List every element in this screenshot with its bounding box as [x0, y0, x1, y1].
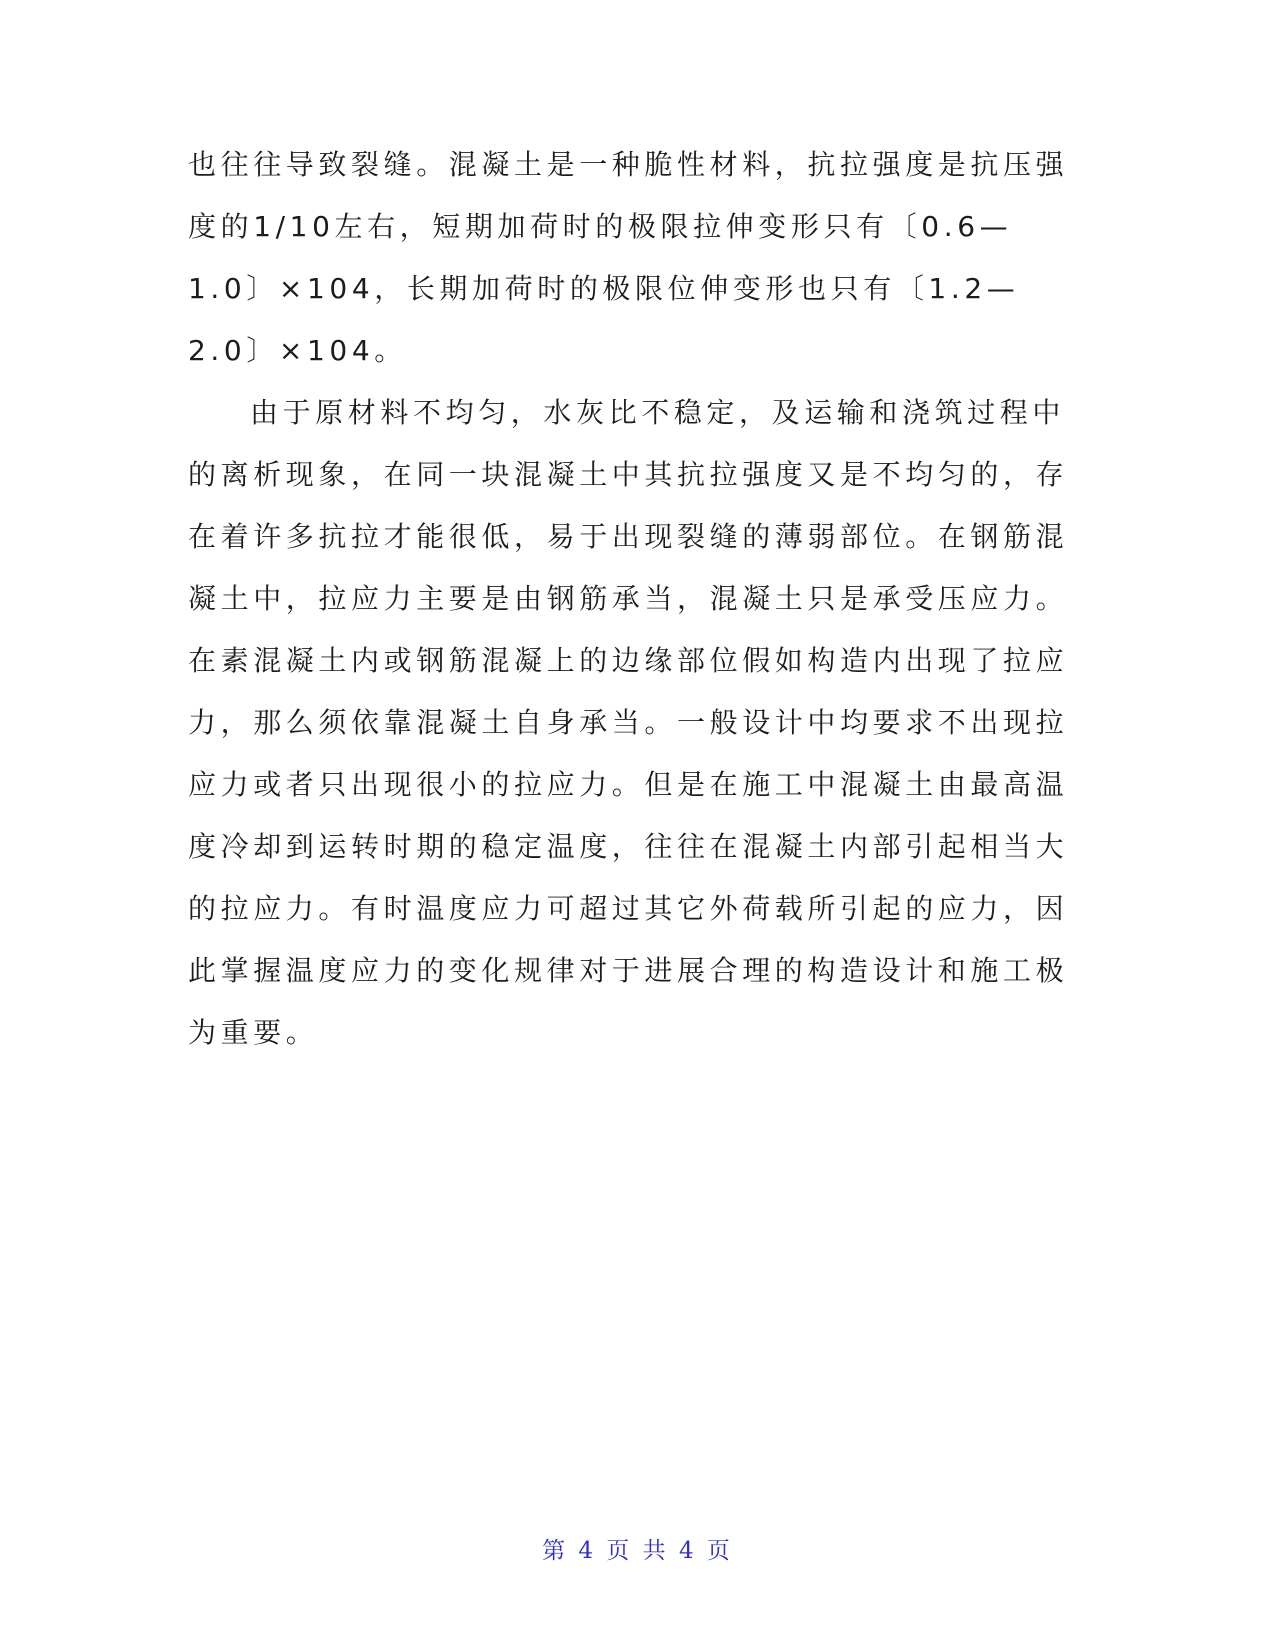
text-line: 在素混凝土内或钢筋混凝上的边缘部位假如构造内出现了拉应 [188, 644, 1069, 677]
page-number-footer: 第 4 页 共 4 页 [542, 1538, 733, 1564]
text-line: 在着许多抗拉才能很低，易于出现裂缝的薄弱部位。在钢筋混 [188, 520, 1069, 553]
text-line: 度冷却到运转时期的稳定温度，往往在混凝土内部引起相当大 [188, 830, 1069, 863]
text-line: 的离析现象，在同一块混凝土中其抗拉强度又是不均匀的，存 [188, 458, 1069, 491]
text-line: 应力或者只出现很小的拉应力。但是在施工中混凝土由最高温 [188, 768, 1069, 801]
text-line: 的拉应力。有时温度应力可超过其它外荷载所引起的应力，因 [188, 892, 1069, 925]
text-line: 度的1/10左右，短期加荷时的极限拉伸变形只有〔0.6— [188, 210, 1013, 243]
text-line: 凝土中，拉应力主要是由钢筋承当，混凝土只是承受压应力。 [188, 582, 1069, 615]
paragraph-first-line: 由于原材料不均匀，水灰比不稳定，及运输和浇筑过程中 [250, 396, 1066, 429]
text-line: 此掌握温度应力的变化规律对于进展合理的构造设计和施工极 [188, 954, 1069, 987]
text-line: 1.0〕×104，长期加荷时的极限位伸变形也只有〔1.2— [188, 272, 1020, 305]
text-line: 力，那么须依靠混凝土自身承当。一般设计中均要求不出现拉 [188, 706, 1069, 739]
text-line: 为重要。 [188, 1016, 319, 1049]
text-line: 2.0〕×104。 [188, 334, 407, 367]
text-line: 也往往导致裂缝。混凝土是一种脆性材料，抗拉强度是抗压强 [188, 148, 1069, 181]
